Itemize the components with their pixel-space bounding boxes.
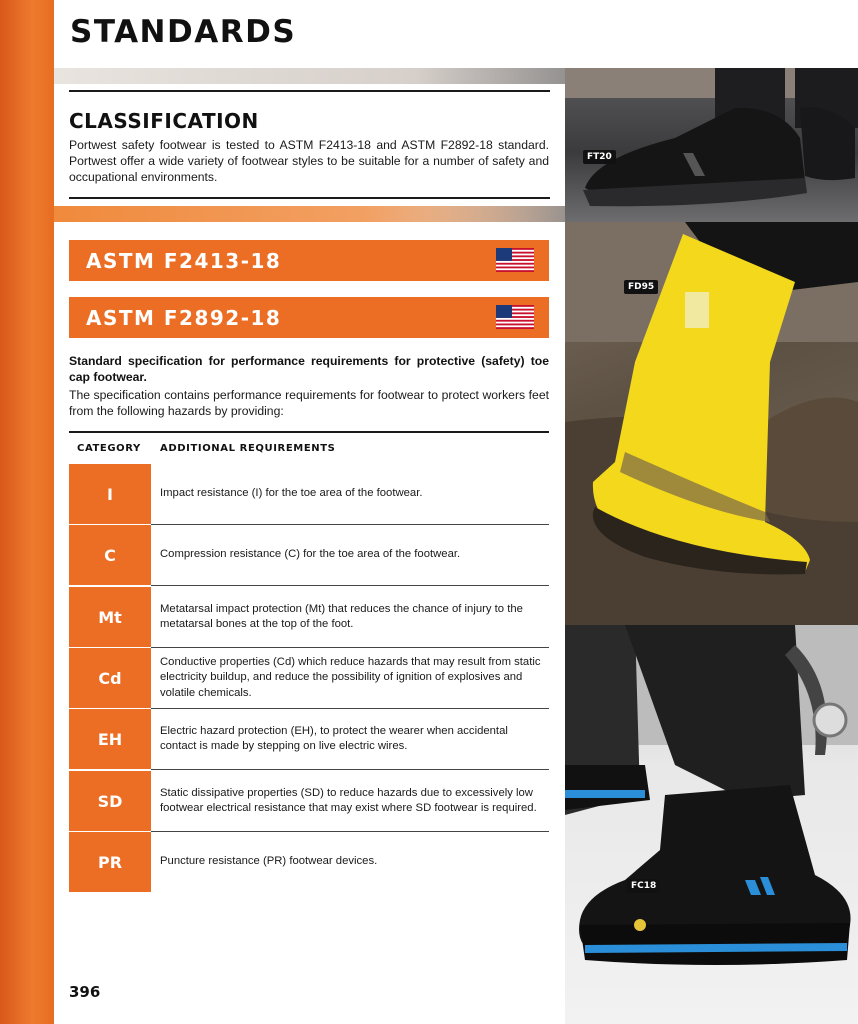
- classification-title: CLASSIFICATION: [69, 109, 259, 133]
- standard-label: ASTM F2892-18: [86, 306, 282, 330]
- us-flag-icon: [496, 305, 534, 329]
- classification-card: [54, 84, 565, 206]
- requirement-cell: Metatarsal impact protection (Mt) that reduces the chance of injury to the metatarsal bones at the top of the foot.: [160, 602, 523, 630]
- table-row: [69, 648, 549, 710]
- page-number: 396: [69, 983, 101, 1001]
- table-row: [69, 709, 549, 771]
- category-cell: I: [69, 464, 151, 524]
- table-row: [69, 464, 549, 526]
- spec-body: The specification contains performance requirements for footwear to protect workers feet from the following hazards by providing:: [69, 388, 549, 418]
- table-top-rule: [69, 431, 549, 433]
- category-cell: PR: [69, 832, 151, 892]
- table-row: [69, 525, 549, 587]
- table-row: [69, 771, 549, 833]
- table-header-requirements: ADDITIONAL REQUIREMENTS: [160, 443, 336, 454]
- work-boot-illustration: [565, 625, 858, 1024]
- spec-heading: Standard specification for performance requirements for protective (safety) toe cap footwear.: [69, 354, 549, 384]
- us-flag-icon: [496, 248, 534, 272]
- photo-label-ft20: FT20: [583, 150, 616, 164]
- requirement-cell: Impact resistance (I) for the toe area of the footwear.: [160, 487, 423, 500]
- category-cell: SD: [69, 771, 151, 831]
- requirement-cell: Electric hazard protection (EH), to protect the wearer when accidental contact is made by stepping on live electric wires.: [160, 724, 508, 752]
- shoe-illustration: [565, 68, 858, 222]
- product-photo-fc18: [565, 625, 858, 1024]
- category-cell: Mt: [69, 587, 151, 647]
- category-cell: C: [69, 525, 151, 585]
- standard-label: ASTM F2413-18: [86, 249, 282, 273]
- side-accent-strip: [0, 0, 54, 1024]
- requirement-cell: Puncture resistance (PR) footwear devices.: [160, 855, 378, 868]
- photo-label-fd95: FD95: [624, 280, 658, 294]
- category-cell: Cd: [69, 648, 151, 708]
- table-row: [69, 832, 549, 894]
- classification-body: Portwest safety footwear is tested to ASTM F2413-18 and ASTM F2892-18 standard. Portwest offer a wide variety of footwear styles to be suitable for a number of safety and occupational environments.: [69, 138, 549, 184]
- product-photo-ft20: [565, 68, 858, 222]
- page-title: STANDARDS: [70, 14, 297, 50]
- requirement-cell: Static dissipative properties (SD) to reduce hazards due to excessively low footwear electrical resistance that may exist where SD footwear is required.: [160, 786, 537, 814]
- row-divider: [151, 769, 549, 770]
- table-header-category: CATEGORY: [77, 443, 141, 454]
- standard-bar-f2413: [69, 240, 549, 281]
- category-cell: EH: [69, 709, 151, 769]
- photo-label-fc18: FC18: [627, 879, 660, 893]
- row-divider: [151, 585, 549, 586]
- boot-illustration: [565, 222, 858, 625]
- requirement-cell: Compression resistance (C) for the toe area of the footwear.: [160, 548, 461, 561]
- standard-bar-f2892: [69, 297, 549, 338]
- requirement-cell: Conductive properties (Cd) which reduce hazards that may result from static electricity buildup, and reduce the possibility of ignition of explosives and volatile chemicals.: [160, 656, 541, 699]
- product-photo-fd95: [565, 222, 858, 625]
- banner-orange-band: [54, 206, 574, 222]
- table-row: [69, 587, 549, 649]
- classification-rule-top: [69, 90, 550, 92]
- classification-rule-bottom: [69, 197, 550, 199]
